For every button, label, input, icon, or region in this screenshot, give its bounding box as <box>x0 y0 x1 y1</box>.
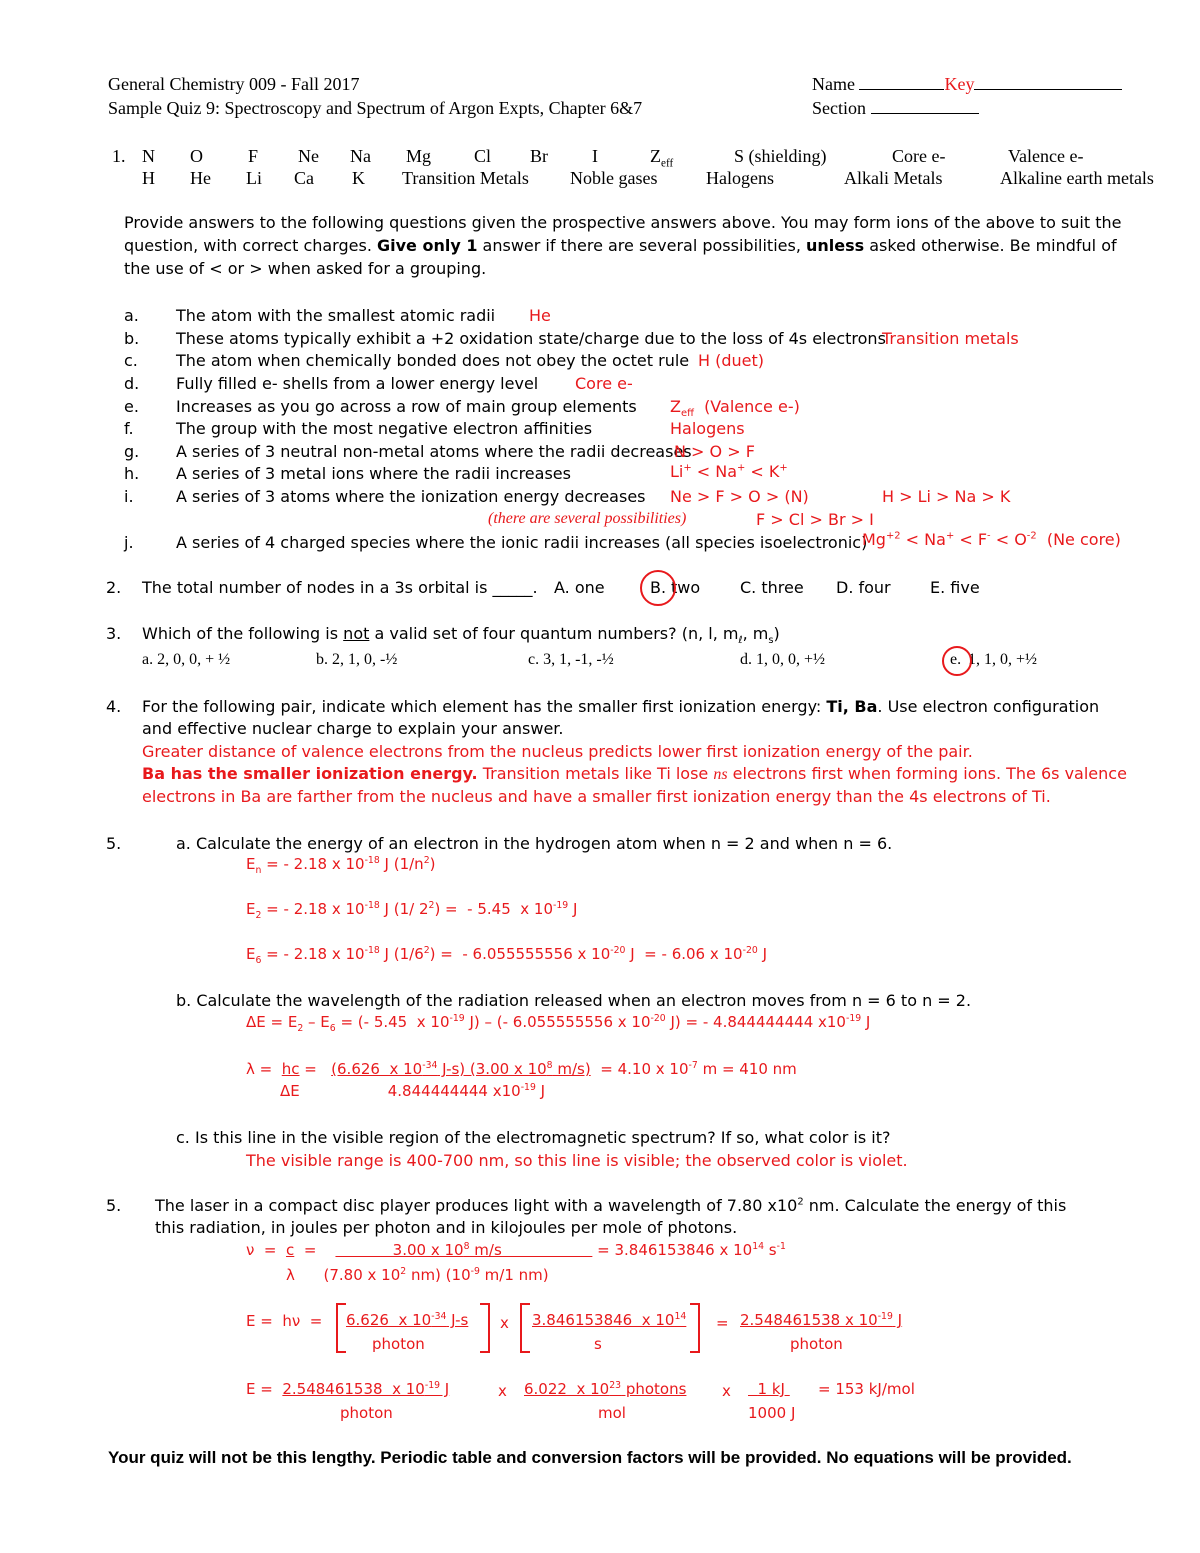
option-Na: Na <box>350 146 371 166</box>
q5-en-formula: $E_n$ = - 2.18 x $10^{-18}$ J $(1/n^2)$ <box>246 855 436 876</box>
option-noble-gases: Noble gases <box>570 168 658 188</box>
question-3-number: 3. <box>106 624 122 643</box>
instructions-line-3: the use of < or > when asked for a grouping. <box>124 259 487 278</box>
q5-part-c-text: c. Is this line in the visible region of the electromagnetic spectrum? If so, what color is it? <box>176 1128 891 1147</box>
question-1-number: 1. <box>112 146 126 166</box>
bracket-right-2 <box>690 1303 700 1353</box>
q3-option-b: b. 2, 1, 0, -½ <box>316 651 398 668</box>
q5-e2-calc: $E_2$ = - 2.18 x $10^{-18}$ J (1/ $2^2$) = - 5.45 x $10^{-19}$ J <box>246 900 578 921</box>
option-F: F <box>248 146 259 166</box>
times-1: x <box>500 1314 509 1332</box>
answer-a: He <box>529 306 551 325</box>
footer-note: Your quiz will not be this lengthy. Periodic table and conversion factors will be provided. No equations will be provided. <box>108 1448 1072 1467</box>
option-Br: Br <box>530 146 548 166</box>
answer-c: H (duet) <box>698 351 765 370</box>
q2-answer-circle <box>640 570 676 606</box>
option-Li: Li <box>246 168 262 188</box>
q2-option-b: B. <box>650 578 667 597</box>
answer-i-alt1: H > Li > Na > K <box>882 487 1011 506</box>
question-4-line-1: For the following pair, indicate which element has the smaller first ionization energy: Ti, Ba. Use electron configuration <box>142 697 1100 716</box>
q5-e6-calc: $E_6$ = - 2.18 x $10^{-18}$ J $(1/6^2)$ = - 6.055555556 x $10^{-20}$ J = - 6.06 x $10^{-20}$ J <box>246 945 767 966</box>
q6-energy-per-photon: 2.548461538 x $10^{-19}$ J <box>740 1311 903 1329</box>
answer-i: Ne > F > O > (N) <box>670 487 809 506</box>
q5-lambda-calc: λ = hc = (6.626 x $10^{-34}$ J-s) (3.00 x $10^8$ m/s) = 4.10 x $10^{-7}$ m = 410 nm <box>246 1060 797 1078</box>
option-I: I <box>592 146 598 166</box>
question-6-line-1: The laser in a compact disc player produces light with a wavelength of 7.80 $x10^2$ nm. Calculate the energy of this <box>155 1196 1067 1215</box>
option-valence-e: Valence e- <box>1008 146 1084 166</box>
q6-avogadro-unit: mol <box>598 1404 626 1422</box>
option-H: H <box>142 168 155 188</box>
answer-f: Halogens <box>670 419 745 438</box>
q6-avogadro: 6.022 x $10^{23}$ photons <box>524 1380 687 1398</box>
q6-nu-denominator: λ (7.80 x $10^2$ nm) ($10^{-9}$ m/1 nm) <box>286 1266 549 1284</box>
name-label: Name <box>812 74 855 94</box>
equals-1: = <box>716 1314 729 1332</box>
option-core-e: Core e- <box>892 146 946 166</box>
q6-final-answer: = 153 kJ/mol <box>818 1380 915 1398</box>
option-shielding: S (shielding) <box>734 146 827 166</box>
option-Ca: Ca <box>294 168 314 188</box>
q5-part-a-text: a. Calculate the energy of an electron in the hydrogen atom when n = 2 and when n = 6. <box>176 834 893 853</box>
option-Ne: Ne <box>298 146 319 166</box>
bracket-right-1 <box>480 1303 490 1353</box>
question-6-number: 5. <box>106 1196 122 1215</box>
bracket-left-2 <box>520 1303 530 1353</box>
answer-e: $Z_{eff}$ (Valence e-) <box>670 397 800 420</box>
question-4-number: 4. <box>106 697 122 716</box>
name-field <box>812 74 1122 95</box>
question-3-text: Which of the following is not a valid set of four quantum numbers? (n, l, $m_\ell$, $m_s$) <box>142 624 780 647</box>
q6-h-constant: 6.626 x $10^{-34}$ J-s <box>346 1311 469 1329</box>
course-title: General Chemistry 009 - Fall 2017 <box>108 74 360 94</box>
q6-e-mol-label: E = 2.548461538 x $10^{-19}$ J <box>246 1380 450 1398</box>
option-transition-metals: Transition Metals <box>402 168 529 188</box>
q6-kj: 1 kJ <box>757 1380 785 1398</box>
q4-answer-1: Greater distance of valence electrons from the nucleus predicts lower first ionization energy of the pair. <box>142 742 973 761</box>
q3-option-a: a. 2, 0, 0, + ½ <box>142 651 231 668</box>
section-label: Section <box>812 98 866 118</box>
answer-j: $Mg^{+2} < Na^+ < F^- < O^{-2}$ (Ne core) <box>862 530 1121 549</box>
answer-i-note: (there are several possibilities) <box>488 510 687 527</box>
q2-option-e: E. five <box>930 578 980 597</box>
q4-answer-3: electrons in Ba are farther from the nucleus and have a smaller first ionization energy than the 4s electrons of Ti. <box>142 787 1051 806</box>
q3-option-c: c. 3, 1, -1, -½ <box>528 651 614 668</box>
question-2-number: 2. <box>106 578 122 597</box>
instructions-line-1: Provide answers to the following questions given the prospective answers above. You may form ions of the above to suit the <box>124 213 1122 232</box>
q2-option-c: C. three <box>740 578 804 597</box>
q2-option-a: A. one <box>554 578 605 597</box>
times-3: x <box>722 1382 731 1400</box>
name-value: Key <box>944 74 975 94</box>
q3-answer-circle <box>942 646 972 676</box>
answer-d: Core e- <box>575 374 633 393</box>
q2-option-d: D. four <box>836 578 891 597</box>
q5-part-b-text: b. Calculate the wavelength of the radiation released when an electron moves from n = 6 to n = 2. <box>176 991 972 1010</box>
option-He: He <box>190 168 211 188</box>
quiz-title: Sample Quiz 9: Spectroscopy and Spectrum of Argon Expts, Chapter 6&7 <box>108 98 643 118</box>
q3-option-e: e. <box>950 651 962 668</box>
question-6-line-2: this radiation, in joules per photon and in kilojoules per mole of photons. <box>155 1218 738 1237</box>
option-O: O <box>190 146 203 166</box>
option-Cl: Cl <box>474 146 492 166</box>
q3-option-d: d. 1, 0, 0, +½ <box>740 651 826 668</box>
q5-lambda-denominator: ΔE 4.844444444 $x10^{-19}$ J <box>280 1082 546 1100</box>
q6-h-photon: photon <box>372 1335 425 1353</box>
option-alkaline-earth-metals: Alkaline earth metals <box>1000 168 1154 188</box>
section-field <box>812 98 979 119</box>
q6-1000j: 1000 J <box>748 1404 796 1422</box>
answer-b: Transition metals <box>882 329 1019 348</box>
answer-g: N > O > F <box>674 442 755 461</box>
option-Zeff: $Z_{eff}$ <box>650 146 674 170</box>
q6-frequency: 3.846153846 x $10^{14}$ <box>532 1311 687 1329</box>
q6-frequency-unit: s <box>594 1335 602 1353</box>
option-halogens: Halogens <box>706 168 774 188</box>
option-Mg: Mg <box>406 146 432 166</box>
q2-option-b-text: two <box>671 578 701 597</box>
answer-i-alt2: F > Cl > Br > I <box>756 510 874 529</box>
question-5-number: 5. <box>106 834 122 853</box>
option-N: N <box>142 146 155 166</box>
instructions-line-2: question, with correct charges. Give only 1 answer if there are several possibilities, unless asked otherwise. Be mindful of <box>124 236 1117 255</box>
answer-h: Li+ < Na+ < K+ <box>670 462 788 481</box>
q5-part-c-answer: The visible range is 400-700 nm, so this line is visible; the observed color is violet. <box>246 1151 908 1170</box>
q3-option-e-text: 1, 1, 0, +½ <box>968 651 1038 668</box>
question-2-text: The total number of nodes in a 3s orbital is _____. <box>142 578 538 597</box>
q4-answer-2: Ba has the smaller ionization energy. Transition metals like Ti lose ns electrons first when forming ions. The 6s valence <box>142 764 1127 783</box>
q6-e-mol-photon: photon <box>340 1404 393 1422</box>
q5-delta-e: $\Delta E = E_2 - E_6$ = (- 5.45 x $10^{-19}$ J) – (- 6.055555556 x $10^{-20}$ J) = - 4.844444444 $x10^{-19}$ J <box>246 1013 871 1034</box>
option-K: K <box>352 168 365 188</box>
q6-nu-calc: ν = c = 3.00 x $10^8$ m/s = 3.846153846 x $10^{14}$ $s^{-1}$ <box>246 1241 786 1259</box>
q6-e-hv-label: E = hν = <box>246 1312 323 1330</box>
times-2: x <box>498 1382 507 1400</box>
q6-energy-photon-unit: photon <box>790 1335 843 1353</box>
option-alkali-metals: Alkali Metals <box>844 168 943 188</box>
bracket-left-1 <box>336 1303 346 1353</box>
question-4-line-2: and effective nuclear charge to explain your answer. <box>142 719 564 738</box>
